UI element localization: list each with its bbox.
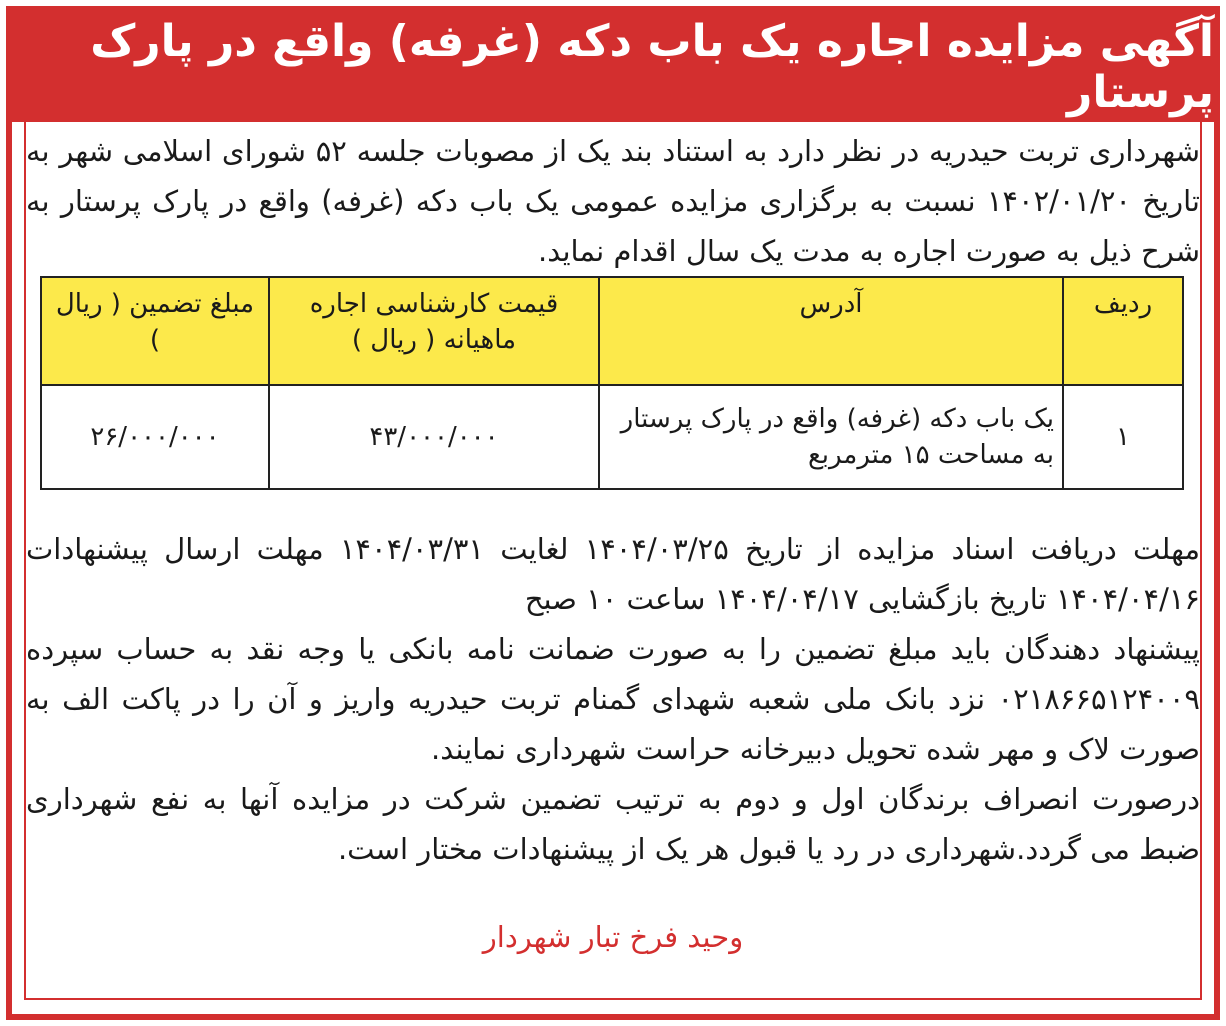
table-header-row: [41, 277, 1183, 385]
mayor-signature: وحید فرخ تبار شهردار: [482, 920, 744, 954]
cell-address: یک باب دکه (غرفه) واقع در پارک پرستار به مساحت ۱۵ مترمربع: [599, 385, 1063, 489]
notice-body: [26, 524, 1200, 874]
header-row-number: ردیف: [1063, 277, 1183, 385]
cell-row-number: ۱: [1063, 385, 1183, 489]
notice-title: آگهی مزایده اجاره یک باب دکه (غرفه) واقع در پارک پرستار: [12, 12, 1214, 122]
intro-paragraph: شهرداری تربت حیدریه در نظر دارد به استناد بند یک از مصوبات جلسه ۵۲ شورای اسلامی شهر به تاریخ ۱۴۰۲/۰۱/۲۰ نسبت به برگزاری مزایده عمومی یک باب دکه (غرفه) واقع در پارک پرستار به شرح ذیل به صورت اجاره به مدت یک سال اقدام نماید.: [26, 134, 1200, 268]
deadline-paragraph: مهلت دریافت اسناد مزایده از تاریخ ۱۴۰۴/۰۳/۲۵ لغایت ۱۴۰۴/۰۳/۳۱ مهلت ارسال پیشنهادات ۱۴۰۴/۰۴/۱۶ تاریخ بازگشایی ۱۴۰۴/۰۴/۱۷ ساعت ۱۰ صبح: [26, 532, 1200, 616]
forfeit-paragraph: درصورت انصراف برندگان اول و دوم به ترتیب تضمین شرکت در مزایده آنها به نفع شهرداری ضبط می گردد.شهرداری در رد یا قبول هر یک از پیشنهادات مختار است.: [26, 782, 1200, 866]
table-row: [41, 385, 1183, 489]
header-guarantee-amount: مبلغ تضمین ( ریال ): [41, 277, 269, 385]
auction-table: [40, 276, 1184, 490]
cell-rental-price: ۴۳/۰۰۰/۰۰۰: [269, 385, 599, 489]
guarantee-paragraph: پیشنهاد دهندگان باید مبلغ تضمین را به صورت ضمانت نامه بانکی یا وجه نقد به حساب سپرده ۰۲۱۸۶۶۵۱۲۴۰۰۹ نزد بانک ملی شعبه شهدای گمنام تربت حیدریه واریز و آن را در پاکت الف به صورت لاک و مهر شده تحویل دبیرخانه حراست شهرداری نمایند.: [26, 632, 1200, 766]
header-address: آدرس: [599, 277, 1063, 385]
header-rental-price: قیمت کارشناسی اجاره ماهیانه ( ریال ): [269, 277, 599, 385]
cell-guarantee-amount: ۲۶/۰۰۰/۰۰۰: [41, 385, 269, 489]
